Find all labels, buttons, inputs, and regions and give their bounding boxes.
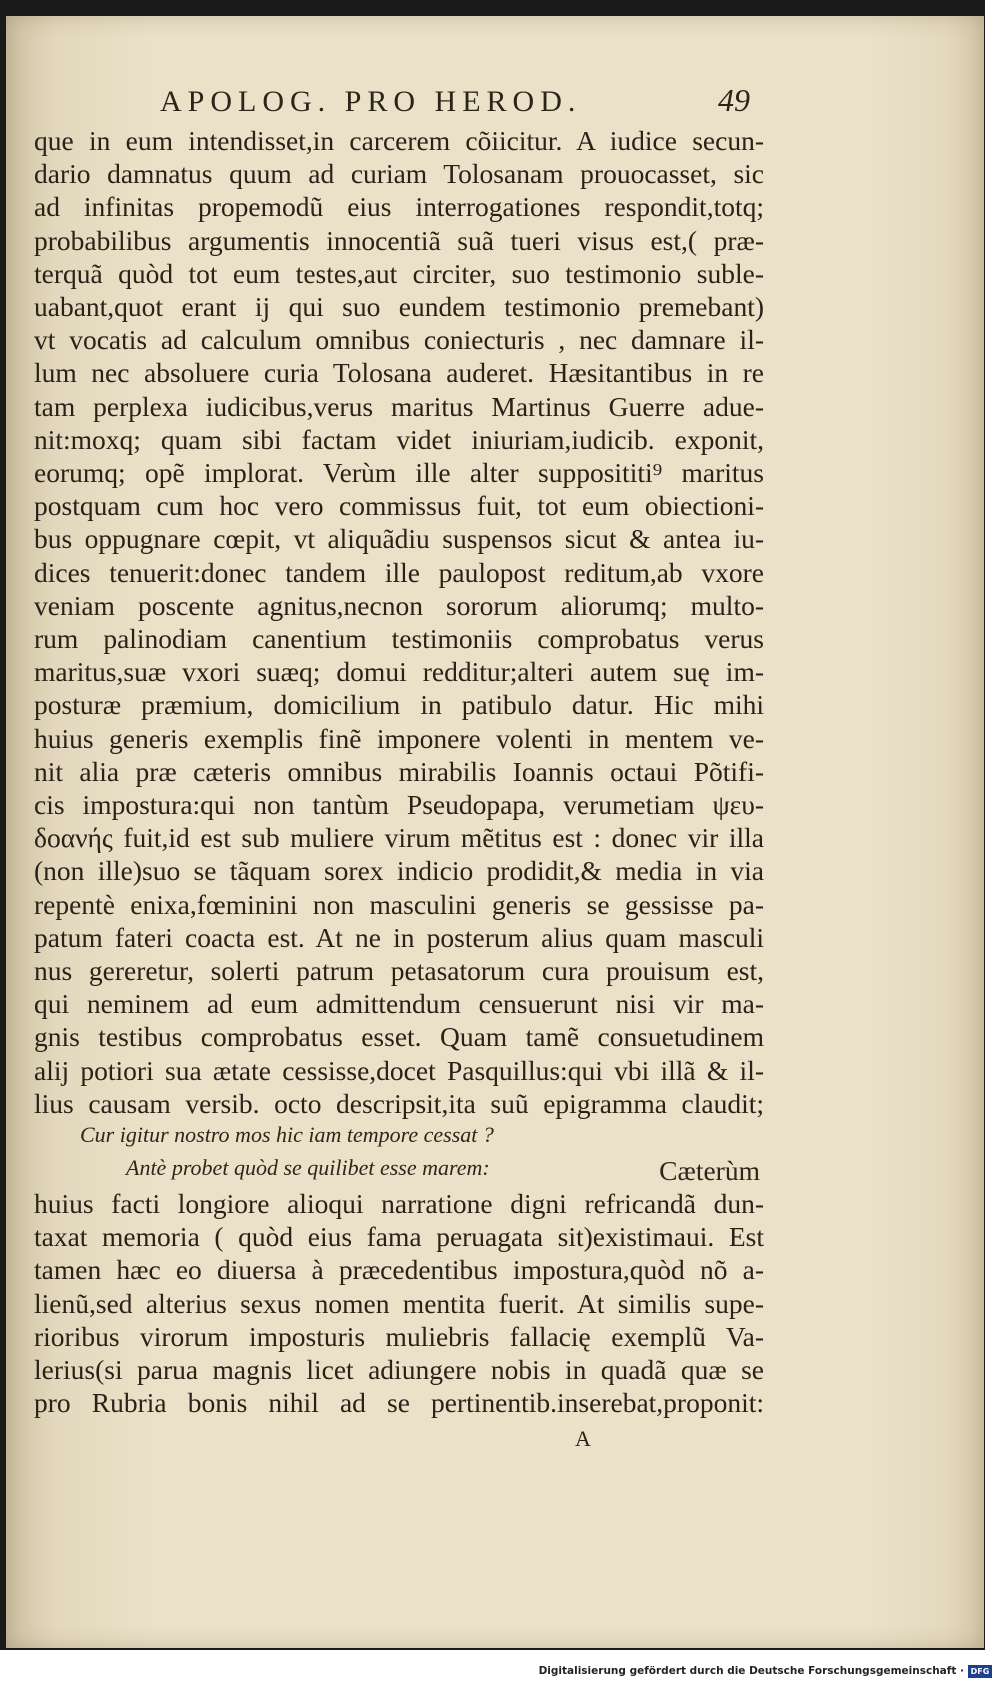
text-line: nit alia præ cæteris omnibus mirabilis Ioannis octaui Põtifi- [34,755,764,787]
text-line: postquam cum hoc vero commissus fuit, tot eum obiectioni- [34,490,764,522]
text-line: huius generis exemplis finẽ imponere volenti in mentem ve- [34,722,764,754]
text-line: dario damnatus quum ad curiam Tolosanam prouocasset, sic [34,158,764,190]
text-line: cis impostura:qui non tantùm Pseudopapa, verumetiam ψευ- [34,789,764,821]
body-text-continued [34,1187,764,1419]
verse-line-2-text: Antè probet quòd se quilibet esse marem: [126,1155,490,1180]
verse-line-1: Cur igitur nostro mos hic iam tempore cessat ? [80,1122,494,1147]
text-line: lerius(si parua magnis licet adiungere nobis in quadã quæ se [34,1354,764,1386]
text-line: nit:moxq; quam sibi factam videt iniuriam,iudicib. exponit, [34,423,764,455]
verse-line-2-continuation: Cæterùm [659,1155,760,1186]
text-line: lum nec absoluere curia Tolosana auderet. Hæsitantibus in re [34,357,764,389]
text-line: lienũ,sed alterius sexus nomen mentita fuerit. At similis supe- [34,1287,764,1319]
text-line: probabilibus argumentis innocentiã suã tueri visus est,( præ- [34,224,764,256]
running-head: APOLOG. PRO HEROD. [160,85,582,118]
text-line: repentè enixa,fœminini non masculini generis se gessisse pa- [34,888,764,920]
text-line: tamen hæc eo diuersa à præcedentibus impostura,quòd nõ a- [34,1254,764,1286]
text-line: qui neminem ad eum admittendum censuerunt nisi vir ma- [34,988,764,1020]
body-text [34,124,764,1120]
text-line: alij potiori sua ætate cessisse,docet Pasquillus:qui vbi illã & il- [34,1054,764,1086]
text-line: tam perplexa iudicibus,verus maritus Martinus Guerre adue- [34,390,764,422]
text-line: patum fateri coacta est. At ne in posterum alius quam masculi [34,921,764,953]
text-line: posturæ præmium, domicilium in patibulo datur. Hic mihi [34,689,764,721]
footer-credit: Digitalisierung gefördert durch die Deutsche Forschungsgemeinschaft · [538,1665,964,1677]
text-line: veniam poscente agnitus,necnon sororum aliorumq; multo- [34,589,764,621]
text-line: gnis testibus comprobatus esset. Quam tamẽ consuetudinem [34,1021,764,1053]
text-line: bus oppugnare cœpit, vt aliquãdiu suspensos sicut & antea iu- [34,523,764,555]
text-line: rum palinodiam canentium testimoniis comprobatus verus [34,623,764,655]
text-line: ad infinitas propemodũ eius interrogationes respondit,totq; [34,191,764,223]
text-line: huius facti longiore alioqui narratione digni refricandã dun- [34,1188,764,1219]
dfg-logo: DFG [968,1665,992,1678]
text-line: que in eum intendisset,in carcerem cõiicitur. A iudice secun- [34,125,764,156]
text-line: lius causam versib. octo descripsit,ita suũ epigramma claudit; [34,1087,764,1119]
text-line: nus gereretur, solerti patrum petasatorum cura prouisum est, [34,955,764,987]
text-line: eorumq; opẽ implorat. Verùm ille alter supposititi⁹ maritus [34,457,764,489]
text-line: pro Rubria bonis nihil ad se pertinentib.inserebat,proponit: [34,1387,764,1419]
verse-line-2 [126,1155,760,1187]
text-line: vt vocatis ad calculum omnibus coniecturis , nec damnare il- [34,324,764,356]
text-line: dices tenuerit:donec tandem ille paulopost reditum,ab vxore [34,556,764,588]
catchword: A [575,1426,591,1451]
page-header [160,82,750,119]
text-line: uabant,quot erant ij qui suo eundem testimonio premebant) [34,291,764,323]
page-number: 49 [718,82,750,118]
text-line: maritus,suæ vxori suæq; domui redditur;alteri autem suę im- [34,656,764,688]
text-line: (non ille)suo se tãquam sorex indicio prodidit,& media in via [34,855,764,887]
text-line: terquã quòd tot eum testes,aut circiter, suo testimonio suble- [34,257,764,289]
text-line: δοανής fuit,id est sub muliere virum mẽtitus est : donec vir illa [34,822,764,854]
text-line: rioribus virorum imposturis muliebris fallacię exemplũ Va- [34,1320,764,1352]
text-line: taxat memoria ( quòd eius fama peruagata sit)existimaui. Est [34,1221,764,1253]
